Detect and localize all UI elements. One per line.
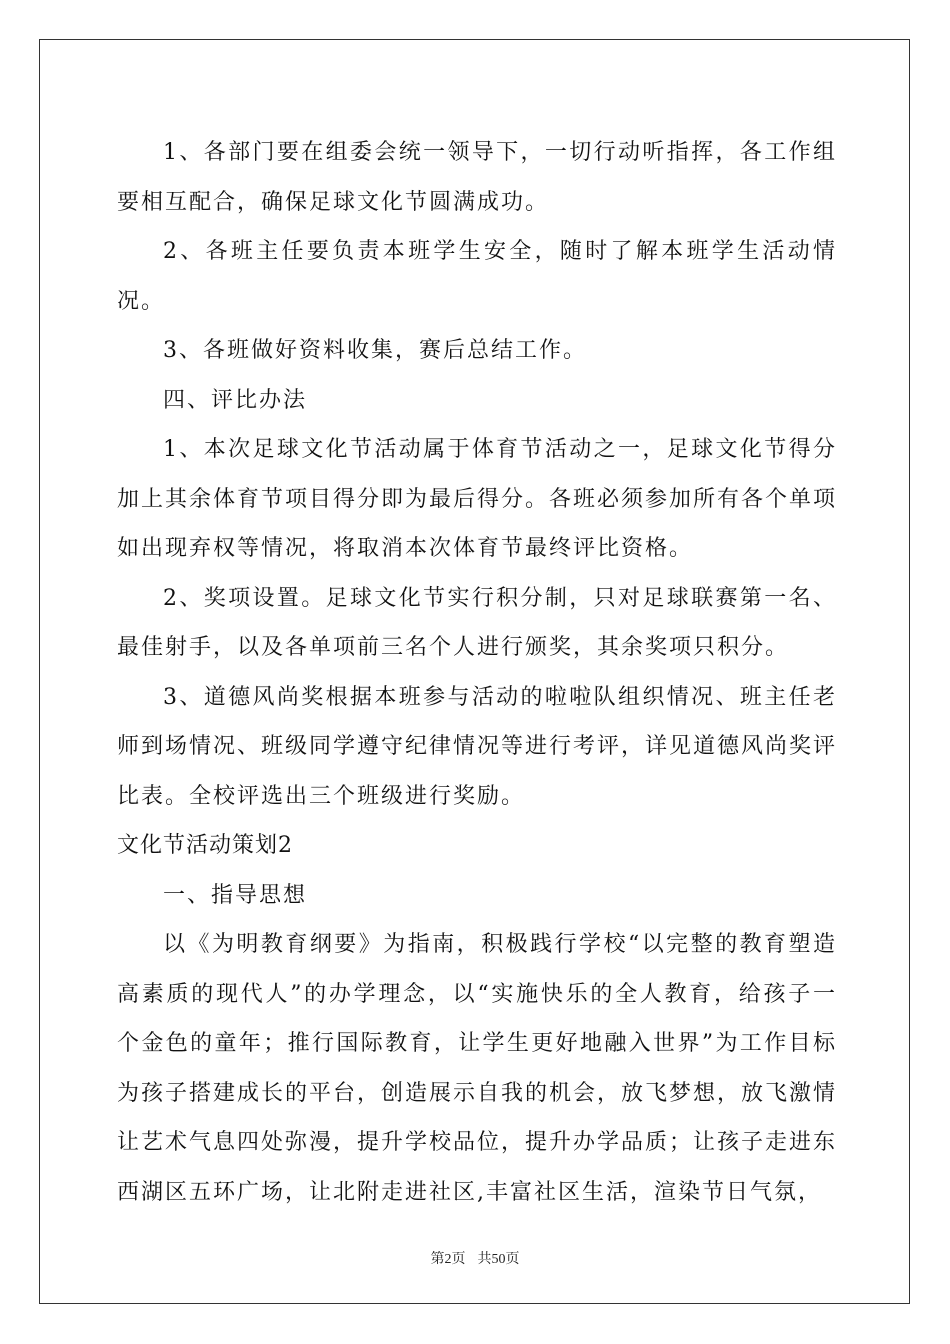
paragraph: 1、各部门要在组委会统一领导下，一切行动听指挥，各工作组要相互配合，确保足球文化节圆满成功。: [117, 140, 837, 215]
document-body: [117, 128, 837, 1217]
document-title: 文化节活动策划2: [117, 833, 293, 858]
paragraph: 2、奖项设置。足球文化节实行积分制，只对足球联赛第一名、最佳射手，以及各单项前三名个人进行颁奖，其余奖项只积分。: [117, 585, 837, 660]
paragraph: 3、各班做好资料收集，赛后总结工作。: [163, 338, 587, 363]
page-footer: [0, 1248, 950, 1268]
paragraph: 2、各班主任要负责本班学生安全，随时了解本班学生活动情况。: [117, 239, 837, 314]
page-number: 第2页: [430, 1252, 466, 1267]
paragraph: 1、本次足球文化节活动属于体育节活动之一，足球文化节得分加上其余体育节项目得分即为最后得分。各班必须参加所有各个单项如出现弃权等情况，将取消本次体育节最终评比资格。: [117, 437, 838, 561]
section-heading: 一、指导思想: [163, 882, 308, 908]
paragraph: 3、道德风尚奖根据本班参与活动的啦啦队组织情况、班主任老师到场情况、班级同学遵守纪律情况等进行考评，详见道德风尚奖评比表。全校评选出三个班级进行奖励。: [117, 684, 838, 809]
section-heading: 四、评比办法: [163, 387, 308, 413]
paragraph: 以《为明教育纲要》为指南，积极践行学校“以完整的教育塑造高素质的现代人”的办学理念，以“实施快乐的全人教育，给孩子一个金色的童年；推行国际教育，让学生更好地融入世界”为工作目标为孩子搭建成长的平台，创造展示自我的机会，放飞梦想，放飞激情让艺术气息四处弥漫，提升学校品位，提升办学品质；让孩子走进东西湖区五环广场，让北附走进社区,丰富社区生活，渲染节日气氛，: [117, 932, 838, 1205]
page-total: 共50页: [477, 1252, 520, 1267]
